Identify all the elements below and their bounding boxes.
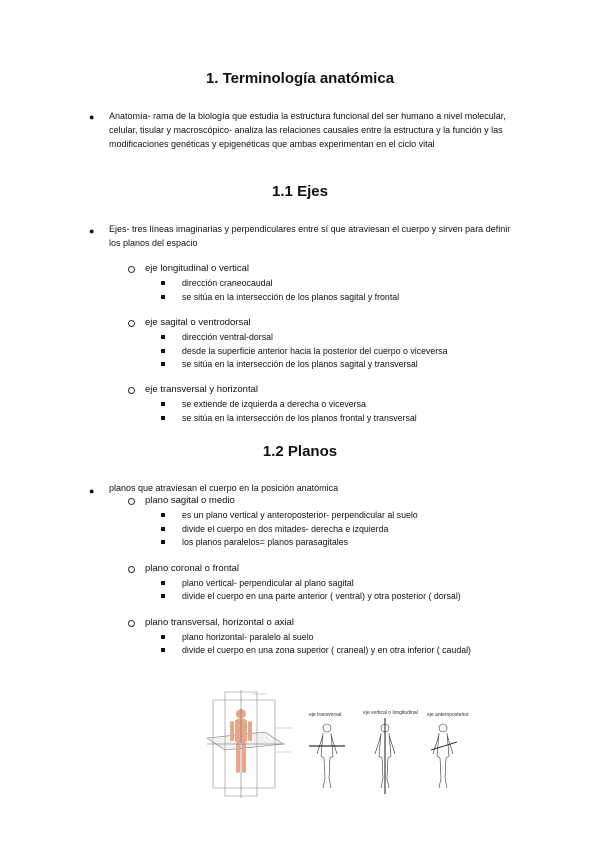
- square-bullet: [161, 581, 165, 585]
- anatomical-planes-figure: [205, 688, 475, 800]
- body-planes-illustration: [207, 690, 293, 798]
- list-subitem: se sitúa en la intersección de los planos sagital y frontal: [182, 292, 400, 302]
- list-subitem: divide el cuerpo en una parte anterior ( ventral) y otra posterior ( dorsal): [182, 591, 461, 601]
- page-title: 1. Terminología anatómica: [205, 70, 395, 87]
- square-bullet: [161, 335, 165, 339]
- list-subitem: se sitúa en la intersección de los planos sagital y transversal: [182, 359, 418, 369]
- bullet-dot: ●: [89, 226, 95, 236]
- figure-label: eje vertical o longitudinal: [363, 710, 418, 716]
- list-item-label: plano sagital o medio: [145, 495, 235, 506]
- square-bullet: [161, 281, 165, 285]
- body-figure-vertical-axis: [375, 718, 395, 794]
- circle-bullet: [128, 620, 135, 627]
- figure-label: eje transversal: [309, 712, 342, 718]
- list-item-label: eje longitudinal o vertical: [145, 263, 250, 274]
- section-heading-planos: 1.2 Planos: [262, 443, 338, 460]
- list-subitem: se sitúa en la intersección de los planos frontal y transversal: [182, 413, 417, 423]
- square-bullet: [161, 295, 165, 299]
- square-bullet: [161, 513, 165, 517]
- square-bullet: [161, 349, 165, 353]
- list-subitem: se extiende de izquierda a derecha o viceversa: [182, 399, 366, 409]
- list-item-label: plano coronal o frontal: [145, 563, 240, 574]
- section-heading-ejes: 1.1 Ejes: [272, 183, 328, 200]
- body-figure-transversal-axis: [309, 724, 345, 788]
- bullet-dot: ●: [89, 486, 95, 496]
- circle-bullet: [128, 498, 135, 505]
- list-item-label: eje transversal y horizontal: [145, 384, 258, 395]
- circle-bullet: [128, 320, 135, 327]
- square-bullet: [161, 416, 165, 420]
- list-subitem: dirección ventral-dorsal: [182, 332, 273, 342]
- square-bullet: [161, 635, 165, 639]
- square-bullet: [161, 402, 165, 406]
- list-subitem: dirección craneocaudal: [182, 278, 273, 288]
- planos-paragraph: planos que atraviesan el cuerpo en la posición anatómica: [109, 483, 339, 493]
- square-bullet: [161, 540, 165, 544]
- bullet-dot: ●: [89, 112, 95, 122]
- square-bullet: [161, 648, 165, 652]
- list-subitem: divide el cuerpo en una zona superior ( craneal) y en otra inferior ( caudal): [182, 645, 471, 655]
- figure-label: eje anteroposterior: [427, 712, 469, 718]
- intro-paragraph: Anatomía- rama de la biología que estudia la estructura funcional del ser humano a nivel molecular, celular, tisular y macroscópico- analiza las relaciones causales entre la estructura y la función y las modificaciones genéticas y epigenéticas que ambas experimentan en el ciclo vital: [109, 111, 506, 149]
- circle-bullet: [128, 566, 135, 573]
- list-item-label: eje sagital o ventrodorsal: [145, 317, 251, 328]
- list-subitem: plano horizontal- paralelo al suelo: [182, 632, 314, 642]
- circle-bullet: [128, 266, 135, 273]
- list-subitem: divide el cuerpo en dos mitades- derecha e izquierda: [182, 524, 389, 534]
- circle-bullet: [128, 387, 135, 394]
- square-bullet: [161, 362, 165, 366]
- list-subitem: los planos paralelos= planos parasagitales: [182, 537, 349, 547]
- ejes-paragraph: Ejes- tres líneas imaginarias y perpendiculares entre sí que atraviesan el cuerpo y sirven para definir los planos del espacio: [109, 224, 511, 248]
- list-subitem: es un plano vertical y anteroposterior- perpendicular al suelo: [182, 510, 418, 520]
- square-bullet: [161, 594, 165, 598]
- list-item-label: plano transversal, horizontal o axial: [145, 617, 294, 628]
- square-bullet: [161, 527, 165, 531]
- body-figure-anteroposterior-axis: [431, 724, 457, 788]
- list-subitem: plano vertical- perpendicular al plano sagital: [182, 578, 354, 588]
- list-subitem: desde la superficie anterior hacia la posterior del cuerpo o viceversa: [182, 346, 448, 356]
